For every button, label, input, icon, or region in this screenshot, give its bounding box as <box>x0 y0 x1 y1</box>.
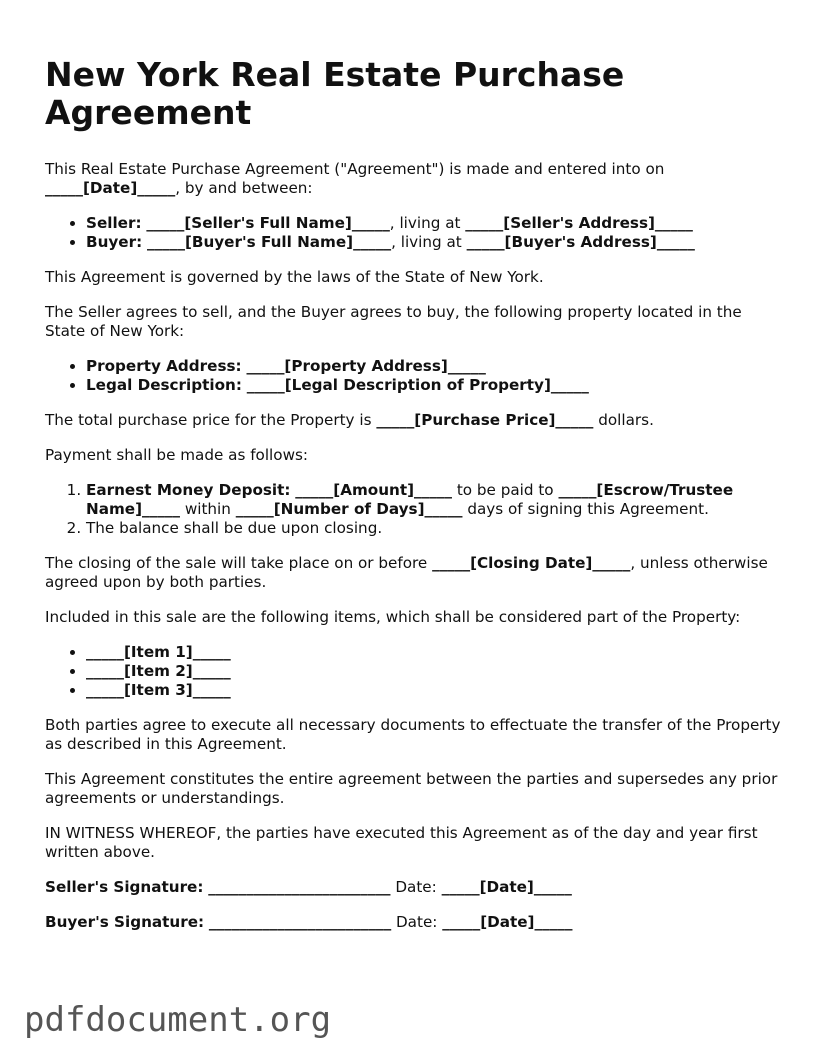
watermark: pdfdocument.org <box>24 1000 332 1040</box>
closing-date-field: _____[Closing Date]_____ <box>432 554 631 572</box>
living-text: , living at <box>389 214 466 232</box>
signature-label: Buyer's Signature: <box>45 913 205 931</box>
earnest-money-item <box>86 481 785 519</box>
legal-description-item <box>86 376 785 395</box>
living-text: , living at <box>391 233 467 251</box>
closing-text: The closing of the sale will take place on or before <box>45 554 433 572</box>
escrow-field: _____[Escrow/Trustee Name]_____ <box>86 481 734 518</box>
witness-paragraph: IN WITNESS WHEREOF, the parties have executed this Agreement as of the day and year first written above. <box>45 824 758 861</box>
closing-paragraph <box>45 554 785 592</box>
balance-item: 2. The balance shall be due upon closing. <box>86 519 785 538</box>
seller-address-field: _____[Seller's Address]_____ <box>465 214 693 232</box>
intro-text: This Real Estate Purchase Agreement ("Agreement") is made and entered into on <box>45 160 665 178</box>
payment-list <box>45 481 785 538</box>
property-address-field: _____[Property Address]_____ <box>246 357 486 375</box>
property-list <box>45 357 785 395</box>
intro-paragraph <box>45 160 785 198</box>
date-label: Date: <box>390 878 442 896</box>
property-address-label: Property Address: <box>86 357 242 375</box>
seller-signature-line <box>45 878 785 897</box>
document-page <box>45 56 785 948</box>
list-item <box>86 643 785 662</box>
signature-label: Seller's Signature: <box>45 878 204 896</box>
party-label: Seller: <box>86 214 142 232</box>
deposit-label: Earnest Money Deposit: <box>86 481 291 499</box>
property-address-item <box>86 357 785 376</box>
included-intro-paragraph: Included in this sale are the following items, which shall be considered part of the Property: <box>45 608 741 626</box>
closing-text-after: , unless otherwise agreed upon by both parties. <box>45 554 768 591</box>
list-item <box>86 662 785 681</box>
parties-list <box>45 214 785 252</box>
date-field: _____[Date]_____ <box>45 179 176 197</box>
party-seller <box>86 214 785 233</box>
purchase-price-field: _____[Purchase Price]_____ <box>376 411 594 429</box>
within-text: within <box>180 500 236 518</box>
price-text-after: dollars. <box>593 411 654 429</box>
list-item <box>86 681 785 700</box>
legal-description-field: _____[Legal Description of Property]_____ <box>246 376 589 394</box>
signature-date-field: _____[Date]_____ <box>441 878 572 896</box>
buyer-address-field: _____[Buyer's Address]_____ <box>466 233 695 251</box>
days-field: _____[Number of Days]_____ <box>235 500 463 518</box>
intro-text-after: , by and between: <box>175 179 313 197</box>
item-field: _____[Item 3]_____ <box>86 681 231 699</box>
party-label: Buyer: <box>86 233 143 251</box>
included-items-list <box>45 643 785 700</box>
date-label: Date: <box>391 913 443 931</box>
days-after-text: days of signing this Agreement. <box>462 500 709 518</box>
legal-description-label: Legal Description: <box>86 376 242 394</box>
payment-intro-paragraph: Payment shall be made as follows: <box>45 446 309 464</box>
property-intro-paragraph: The Seller agrees to sell, and the Buyer agrees to buy, the following property located in the State of New York: <box>45 303 742 340</box>
buyer-signature-line <box>45 913 785 932</box>
buyer-name-field: _____[Buyer's Full Name]_____ <box>146 233 392 251</box>
party-buyer <box>86 233 785 252</box>
price-text: The total purchase price for the Property is <box>45 411 377 429</box>
amount-field: _____[Amount]_____ <box>295 481 452 499</box>
item-field: _____[Item 1]_____ <box>86 643 231 661</box>
signature-blank: ________________________ <box>208 878 391 896</box>
item-field: _____[Item 2]_____ <box>86 662 231 680</box>
signature-date-field: _____[Date]_____ <box>442 913 573 931</box>
seller-name-field: _____[Seller's Full Name]_____ <box>146 214 390 232</box>
execute-paragraph: Both parties agree to execute all necessary documents to effectuate the transfer of the Property as described in this Agreement. <box>45 716 781 753</box>
signature-blank: ________________________ <box>208 913 392 931</box>
paid-to-text: to be paid to <box>452 481 559 499</box>
page-title: New York Real Estate Purchase Agreement <box>45 55 625 132</box>
entire-agreement-paragraph: This Agreement constitutes the entire agreement between the parties and supersedes any prior agreements or understandings. <box>45 770 778 807</box>
price-paragraph <box>45 411 785 430</box>
governing-law-paragraph: This Agreement is governed by the laws of the State of New York. <box>45 268 544 286</box>
